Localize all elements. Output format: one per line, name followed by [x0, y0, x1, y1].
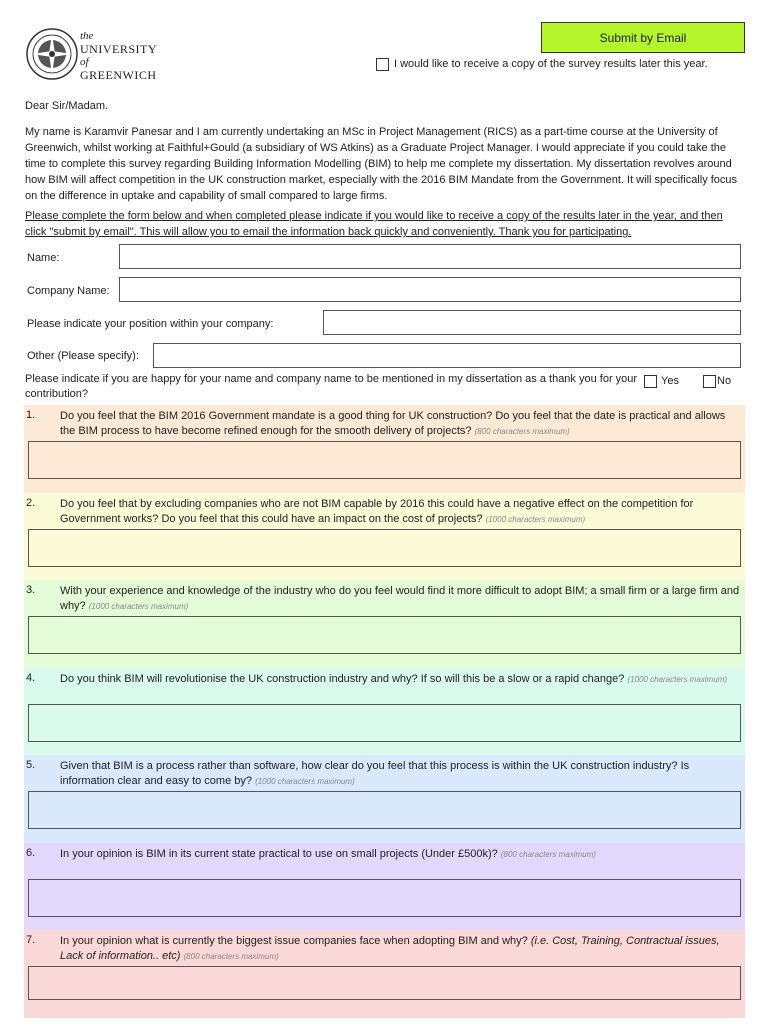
- question-number: 5.: [26, 759, 36, 771]
- character-limit-hint: (1000 characters maximum): [88, 602, 189, 611]
- greeting: Dear Sir/Madam.: [25, 100, 109, 112]
- mention-yes-checkbox[interactable]: [644, 375, 657, 388]
- question-section: [24, 493, 745, 581]
- question-prompt: Do you feel that the BIM 2016 Government mandate is a good thing for UK construction? Do you feel that the date is practical and allows the BIM process to have become refined enough for the smooth delivery of projects?: [60, 410, 726, 437]
- question-section: [24, 668, 745, 756]
- company-label: Company Name:: [27, 285, 110, 297]
- question-text: [60, 847, 740, 862]
- question-text: [60, 584, 740, 614]
- character-limit-hint: (1000 characters maximum): [255, 777, 355, 786]
- question-section: [24, 755, 745, 843]
- university-name: [80, 30, 157, 82]
- question-number: 6.: [26, 847, 36, 859]
- question-text: [60, 934, 740, 964]
- mention-no-checkbox[interactable]: [703, 375, 716, 388]
- question-prompt: Given that BIM is a process rather than software, how clear do you feel that this process is within the UK construction industry? Is information clear and easy to come by?: [60, 760, 690, 787]
- logo-line-university: UNIVERSITY: [80, 42, 157, 56]
- mention-question: Please indicate if you are happy for your name and company name to be mentioned in my dissertation as a thank you for your contribution?: [25, 373, 638, 400]
- mention-no-label: No: [717, 375, 732, 387]
- question-section: [24, 580, 745, 668]
- question-prompt: In your opinion what is currently the biggest issue companies face when adopting BIM and why?: [60, 935, 528, 947]
- submit-by-email-button[interactable]: Submit by Email: [541, 22, 745, 53]
- character-limit-hint: (800 characters maximum): [500, 850, 596, 859]
- question-number: 4.: [26, 672, 36, 684]
- logo-line-greenwich: GREENWICH: [80, 68, 157, 82]
- answer-field-6[interactable]: [28, 879, 741, 917]
- character-limit-hint: (800 characters maximum): [474, 427, 570, 436]
- question-section: [24, 843, 745, 931]
- copy-results-label: I would like to receive a copy of the survey results later this year.: [394, 58, 708, 70]
- question-text: [60, 672, 740, 687]
- question-text: [60, 759, 740, 789]
- name-input[interactable]: [119, 244, 741, 269]
- question-number: 3.: [26, 584, 36, 596]
- question-prompt: Do you think BIM will revolutionise the UK construction industry and why? If so will this be a slow or a rapid change?: [60, 673, 625, 685]
- question-number: 1.: [26, 409, 36, 421]
- copy-results-checkbox[interactable]: [376, 58, 389, 71]
- question-prompt: With your experience and knowledge of the industry who do you feel would find it more difficult to adopt BIM; a small firm or a large firm and why?: [60, 585, 740, 612]
- logo-line-the: the: [80, 30, 94, 42]
- character-limit-hint: (1000 characters maximum): [627, 675, 727, 684]
- answer-field-7[interactable]: [28, 966, 741, 1000]
- name-label: Name:: [27, 252, 60, 264]
- answer-field-4[interactable]: [28, 704, 741, 742]
- mention-yes-label: Yes: [661, 375, 679, 387]
- question-number: 2.: [26, 497, 36, 509]
- instructions-paragraph: Please complete the form below and when completed please indicate if you would like to receive a copy of the results later in the year, and then click "submit by email". This will allow you to email the information back quickly and conveniently. Thank you for participating.: [25, 210, 723, 238]
- company-input[interactable]: [119, 277, 741, 302]
- answer-field-2[interactable]: [28, 529, 741, 567]
- answer-field-3[interactable]: [28, 616, 741, 654]
- question-number: 7.: [26, 934, 36, 946]
- question-section: [24, 405, 745, 493]
- question-section: [24, 930, 745, 1018]
- character-limit-hint: (800 characters maximum): [183, 952, 279, 961]
- intro-paragraph: My name is Karamvir Panesar and I am currently undertaking an MSc in Project Management (RICS) as a part-time course at the University of Greenwich, whilst working at Faithful+Gould (a subsidiary of WS Atkins) as a Graduate Project Manager. I would appreciate if you could take the time to complete this survey regarding Building Information Modelling (BIM) to help me complete my dissertation. My dissertation revolves around how BIM will affect competition in the UK construction market, especially with the 2016 BIM Mandate from the Government. It will specifically focus on the difference in uptake and capability of small compared to large firms.: [25, 126, 738, 202]
- other-input[interactable]: [153, 343, 741, 368]
- logo-line-of: of: [80, 56, 89, 68]
- character-limit-hint: (1000 characters maximum): [485, 515, 586, 524]
- question-prompt: In your opinion is BIM in its current state practical to use on small projects (Under £500k)?: [60, 848, 498, 860]
- answer-field-1[interactable]: [28, 441, 741, 479]
- position-label: Please indicate your position within your company:: [27, 318, 274, 330]
- question-example: (i.e. Cost, Training, Contractual issues, Lack of information.. etc): [60, 935, 720, 962]
- answer-field-5[interactable]: [28, 791, 741, 829]
- question-prompt: Do you feel that by excluding companies who are not BIM capable by 2016 this could have a negative effect on the competition for Government works? Do you feel that this could have an impact on the cost of projects?: [60, 498, 694, 525]
- question-text: [60, 409, 740, 439]
- question-text: [60, 497, 740, 527]
- position-input[interactable]: [323, 310, 741, 335]
- other-label: Other (Please specify):: [27, 350, 139, 362]
